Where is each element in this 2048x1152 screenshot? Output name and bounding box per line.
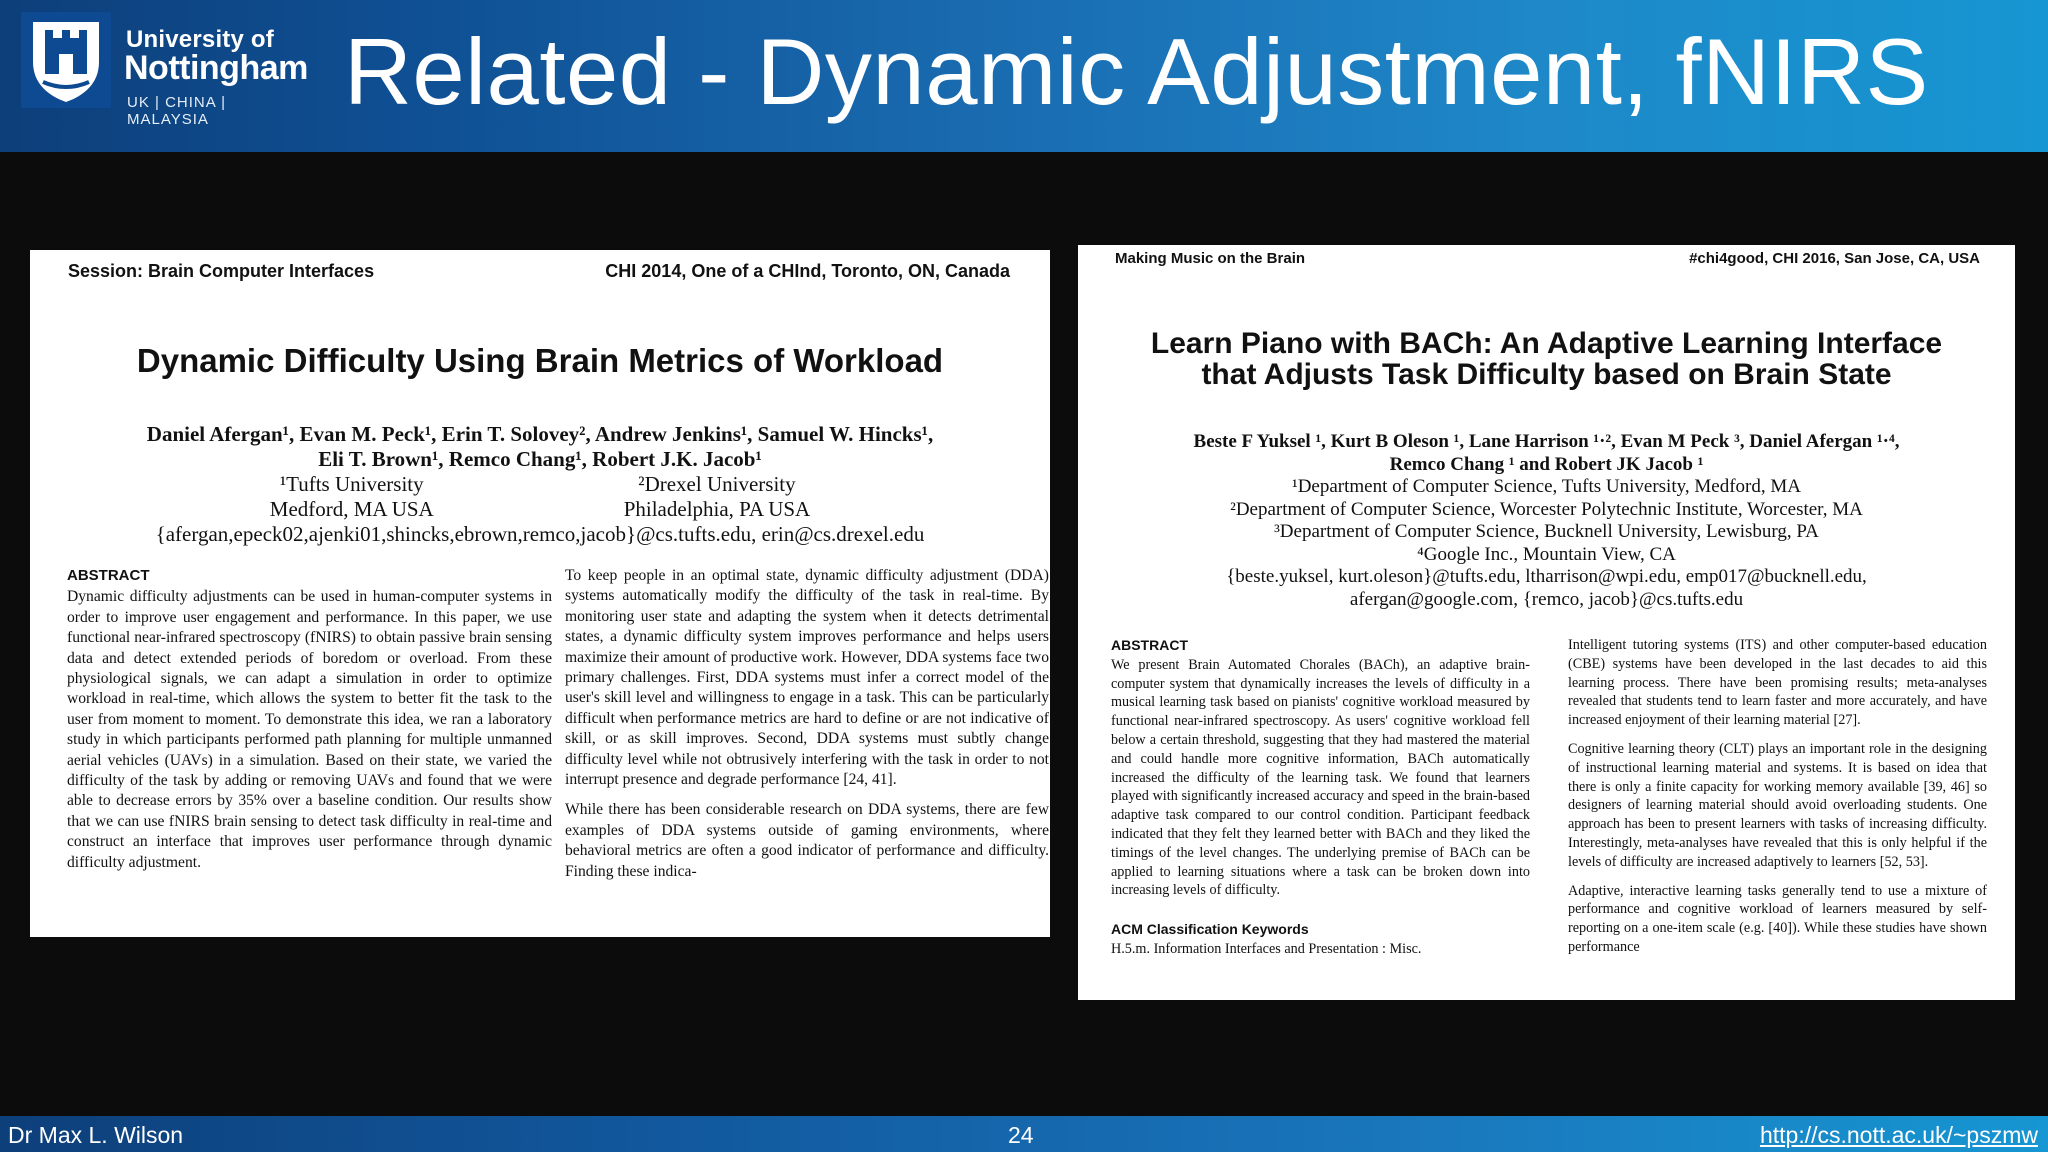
paper-1-intro-para1: To keep people in an optimal state, dynamic difficulty adjustment (DDA) systems automatically modify the difficulty of the task in real-time. By monitoring user state and adapting the system when it detects detrimental states, a dynamic difficulty system improves performance and helps users maximize their amount of productive work. However, DDA systems face two primary challenges. First, DDA systems must infer a correct model of the user's skill level and willingness to engage in a task. This can be particularly difficult when performance metrics are hard to define or are not indicative of skill, or as skill improves. Second, DDA systems must subtly change difficulty level while not obtrusively interfering with the task in order to not interrupt presence and degrade performance [24, 41]. [565, 567, 1049, 789]
paper-2-aff4: ⁴Google Inc., Mountain View, CA [1417, 543, 1676, 565]
paper-2-acm-heading: ACM Classification Keywords [1111, 921, 1309, 938]
university-name-line2: Nottingham [124, 49, 308, 87]
paper-2-abstract-heading: ABSTRACT [1111, 637, 1188, 653]
paper-2-abstract-text: We present Brain Automated Chorales (BACh), an adaptive brain-computer system that dynamically increases the levels of difficulty in a musical learning task based on pianists' cognitive workload measured by functional near-infrared spectroscopy. As users' cognitive workload fell below a certain threshold, suggesting that they had mastered the material and could handle more cognitive information, BACh automatically increased the difficulty of the learning task. We found that learners played with significantly increased accuracy and speed in the brain-based adaptive task compared to our control condition. Participant feedback indicated that they felt they learned better with BACh and they liked the timings of the level changes. The underlying premise of BACh can be applied to learning situations where a task can be broken down into increasing levels of difficulty. [1111, 656, 1530, 899]
paper-1-affiliations [30, 472, 1050, 522]
paper-1-authors-line1: Daniel Afergan¹, Evan M. Peck¹, Erin T. Solovey², Andrew Jenkins¹, Samuel W. Hincks¹, [146, 422, 934, 446]
slide-footer [0, 1116, 2048, 1152]
paper-1-aff1-location: Medford, MA USA [269, 497, 434, 521]
paper-1-aff2-name: ²Drexel University [638, 472, 796, 496]
paper-2-intro-para1: Intelligent tutoring systems (ITS) and other computer-based education (CBE) systems have been developed in the last decades to aid this learning process. There have been promising results; meta-analyses revealed that students tend to learn faster and more accurately, and have increased enjoyment of their learning material [27]. [1568, 637, 1987, 729]
paper-1-aff1-name: ¹Tufts University [279, 472, 424, 496]
paper-2-emails-line1: {beste.yuksel, kurt.oleson}@tufts.edu, ltharrison@wpi.edu, emp017@bucknell.edu, [1226, 566, 1867, 587]
paper-2-authors [1078, 431, 2015, 611]
paper-2-left-column [1111, 636, 1530, 959]
paper-2-title [1078, 328, 2015, 390]
paper-2-authors-line1: Beste F Yuksel ¹, Kurt B Oleson ¹, Lane Harrison ¹·², Evan M Peck ³, Daniel Afergan ¹·⁴, [1193, 431, 1900, 452]
paper-1-abstract-heading: ABSTRACT [67, 567, 150, 584]
paper-1-session: Session: Brain Computer Interfaces [68, 261, 375, 281]
university-name-line1: University of [126, 26, 274, 53]
slide-title: Related - Dynamic Adjustment, fNIRS [344, 19, 1929, 124]
paper-1-authors [30, 422, 1050, 547]
paper-2-intro-para3: Adaptive, interactive learning tasks generally tend to use a mixture of performance and cognitive workload of learners measured by self-reporting on a one-item scale (e.g. [40]). While these studies have shown performance [1568, 882, 1987, 955]
paper-2-authors-line2: Remco Chang ¹ and Robert JK Jacob ¹ [1389, 453, 1704, 475]
paper-2-venue: #chi4good, CHI 2016, San Jose, CA, USA [1689, 250, 1980, 267]
paper-1-title: Dynamic Difficulty Using Brain Metrics of Workload [136, 342, 944, 379]
paper-1-right-column [565, 566, 1049, 882]
paper-1-aff2-location: Philadelphia, PA USA [623, 497, 811, 521]
paper-2-screenshot [1078, 245, 2015, 1000]
paper-2-intro-para2: Cognitive learning theory (CLT) plays an important role in the designing of instructional learning material and systems. It is based on idea that there is only a finite capacity for working memory available [39, 46] so designers of learning material should avoid overloading students. One approach has been to present learners with tasks of increasing difficulty. Interestingly, meta-analyses have revealed that this is only helpful if the levels of difficulty are increased adaptively to learners [52, 53]. [1568, 740, 1987, 870]
footer-url-link[interactable]: http://cs.nott.ac.uk/~pszmw [1759, 1122, 2038, 1148]
paper-2-aff3: ³Department of Computer Science, Bucknell University, Lewisburg, PA [1274, 521, 1819, 542]
crest-icon [21, 12, 111, 108]
paper-2-aff1: ¹Department of Computer Science, Tufts University, Medford, MA [1292, 476, 1801, 497]
paper-1-emails: {afergan,epeck02,ajenki01,shincks,ebrown,remco,jacob}@cs.tufts.edu, erin@cs.drexel.edu [155, 522, 925, 546]
paper-2-emails-line2: afergan@google.com, {remco, jacob}@cs.tufts.edu [1349, 588, 1744, 610]
university-campuses: UK | CHINA | MALAYSIA [127, 94, 226, 128]
paper-2-right-column [1568, 636, 1987, 957]
paper-1-authors-line2: Eli T. Brown¹, Remco Chang¹, Robert J.K. Jacob¹ [318, 447, 762, 471]
paper-2-title-line2: that Adjusts Task Difficulty based on Brain State [1201, 358, 1892, 391]
university-logo [0, 0, 308, 152]
paper-2-aff2: ²Department of Computer Science, Worcester Polytechnic Institute, Worcester, MA [1230, 498, 1863, 520]
paper-1-abstract-text: Dynamic difficulty adjustments can be used in human-computer systems in order to improve user engagement and performance. In this paper, we use functional near-infrared spectroscopy (fNIRS) to obtain passive brain sensing data and detect extended periods of boredom or overload. From these physiological signals, we can adapt a simulation in order to optimize workload in real-time, which allows the system to better fit the task to the user from moment to moment. To demonstrate this idea, we ran a laboratory study in which participants performed path planning for multiple unmanned aerial vehicles (UAVs) in a simulation. Based on their state, we varied the difficulty of the task by adding or removing UAVs and found that we were able to decrease errors by 35% over a baseline condition. Our results show that we can use fNIRS brain sensing to detect task difficulty in real-time and construct an interface that improves user performance through dynamic difficulty adjustment. [67, 588, 552, 871]
paper-1-screenshot [30, 250, 1050, 937]
footer-author: Dr Max L. Wilson [8, 1122, 184, 1148]
paper-2-session: Making Music on the Brain [1115, 250, 1306, 267]
paper-1-venue: CHI 2014, One of a CHInd, Toronto, ON, Canada [605, 261, 1010, 281]
paper-1-intro-para2: While there has been considerable research on DDA systems, there are few examples of DDA systems outside of gaming environments, where behavioral metrics are often a good indicator of performance and difficulty. Finding these indica- [565, 801, 1049, 880]
slide-header [0, 0, 2048, 152]
footer-page-number: 24 [1008, 1122, 1034, 1148]
paper-2-title-line1: Learn Piano with BACh: An Adaptive Learning Interface [1150, 327, 1943, 360]
paper-2-acm-text: H.5.m. Information Interfaces and Presentation : Misc. [1111, 940, 1422, 957]
paper-1-left-column [67, 566, 552, 873]
